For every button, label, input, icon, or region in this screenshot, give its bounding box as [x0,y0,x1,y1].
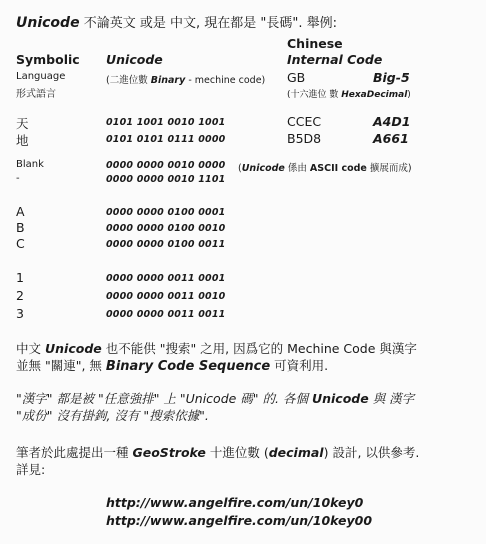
code-hyphen: 0000 0000 0010 1101 [106,174,226,185]
code-b: 0000 0000 0100 0010 [106,223,226,234]
link-10key0[interactable]: http://www.angelfire.com/un/10key0 [106,495,364,510]
header-internal-code: Internal Code [287,52,383,67]
symbol-c: C [16,236,25,251]
code-3: 0000 0000 0011 0011 [106,309,226,320]
gb-di: B5D8 [287,131,322,146]
symbol-b: B [16,220,25,235]
language-label: Language [16,71,66,82]
para1-line2: 並無 "關連", 無 Binary Code Sequence 可資利用. [16,358,329,374]
code-tian: 0101 1001 0010 1001 [106,117,226,128]
symbol-di: 地 [16,133,29,148]
para3-line1: 筆者於此處提出一種 GeoStroke 十進位數 (decimal) 設計, 以供參考. [16,445,420,460]
para3-line2: 詳見: [16,462,46,477]
code-di: 0101 0101 0111 0000 [106,134,226,145]
page-title: Unicode 不論英文 或是 中文, 現在都是 "長碼". 舉例: [16,15,337,31]
hex-note: (十六進位 數 HexaDecimal) [287,90,411,100]
symbol-a: A [16,204,25,219]
code-c: 0000 0000 0100 0011 [106,239,226,250]
binary-note: (二進位數 Binary - mechine code) [106,75,266,86]
symbol-blank: Blank [16,159,44,170]
symbol-tian: 天 [16,116,29,131]
header-chinese: Chinese [287,36,343,51]
symbol-2: 2 [16,288,24,303]
link-10key00[interactable]: http://www.angelfire.com/un/10key00 [106,513,373,528]
gb-tian: CCEC [287,114,322,129]
symbol-1: 1 [16,270,24,285]
code-1: 0000 0000 0011 0001 [106,273,226,284]
header-unicode: Unicode [106,52,163,67]
para2-line1: "漢字" 都是被 "任意強排" 上 "Unicode 碼" 的. 各個 Unicode 與 漢字 [16,391,415,406]
header-symbolic: Symbolic [16,52,80,67]
big5-di: A661 [373,131,409,146]
symbol-3: 3 [16,306,24,321]
para1-line1: 中文 Unicode 也不能供 "搜索" 之用, 因爲它的 Mechine Code 與漢字 [16,341,417,356]
code-blank: 0000 0000 0010 0000 [106,160,226,171]
ascii-note: (Unicode 係由 ASCII code 擴展而成) [238,163,412,174]
big5-label: Big-5 [373,70,410,85]
code-2: 0000 0000 0011 0010 [106,291,226,302]
big5-tian: A4D1 [373,114,411,129]
language-sublabel: 形式語言 [16,89,56,100]
code-a: 0000 0000 0100 0001 [106,207,226,218]
gb-label: GB [287,70,306,85]
symbol-hyphen: - [16,173,20,184]
para2-line2: "成份" 沒有掛鉤, 沒有 "搜索依據". [16,408,209,423]
